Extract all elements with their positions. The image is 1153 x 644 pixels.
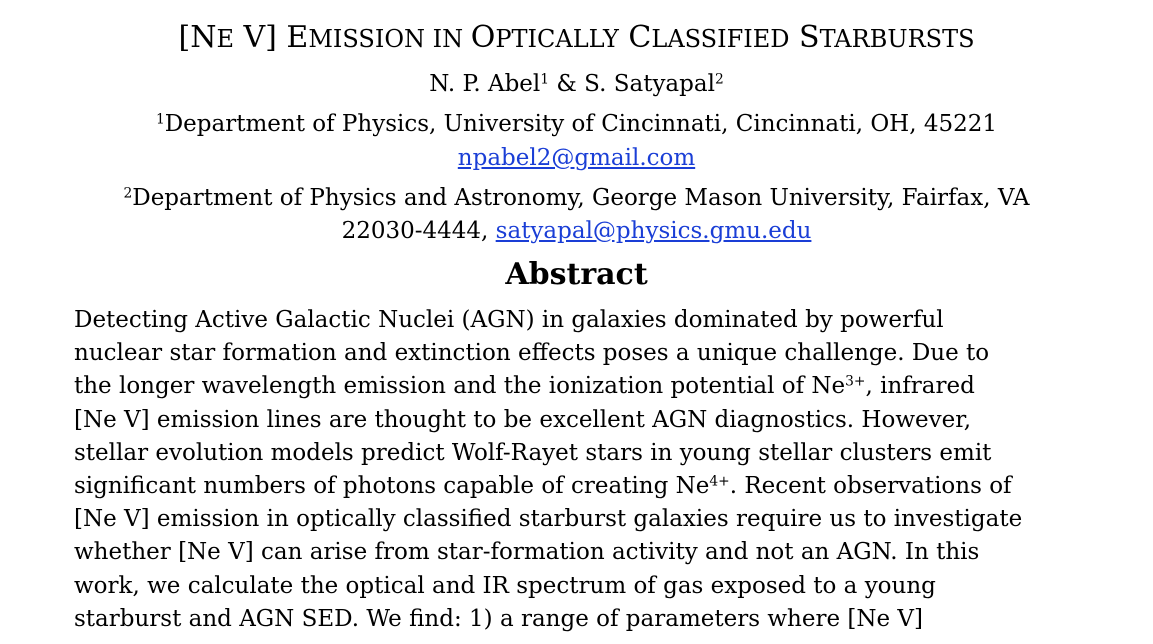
abstract-line: whether [Ne V] can arise from star-formation activity and not an AGN. In this xyxy=(74,539,980,566)
paper-title xyxy=(0,18,1153,59)
title-v: V] xyxy=(233,20,287,55)
abstract-body xyxy=(74,304,1074,636)
author-separator: & xyxy=(549,71,585,97)
ion-charge-superscript: 4+ xyxy=(709,473,730,490)
title-ne-cap: N xyxy=(190,20,217,55)
abstract-line: [Ne V] emission lines are thought to be excellent AGN diagnostics. However, xyxy=(74,406,972,433)
title-starbursts-rest: TARBURSTS xyxy=(819,25,975,53)
affiliation-marker: 1 xyxy=(155,111,165,128)
affiliation-1-email-line xyxy=(0,143,1153,173)
title-optically-rest: PTICALLY xyxy=(495,25,619,53)
title-optically-cap: O xyxy=(470,20,496,55)
abstract-line: work, we calculate the optical and IR spectrum of gas exposed to a young xyxy=(74,572,936,599)
affiliation-text: Department of Physics, University of Cincinnati, Cincinnati, OH, 45221 xyxy=(164,111,998,137)
email-link[interactable]: satyapal@physics.gmu.edu xyxy=(495,218,812,244)
abstract-text: , infrared xyxy=(865,373,975,400)
author-name: N. P. Abel xyxy=(429,71,541,97)
abstract-line: [Ne V] emission in optically classified starburst galaxies require us to investigate xyxy=(74,506,1023,533)
author-list xyxy=(0,69,1153,99)
abstract-line: stellar evolution models predict Wolf-Rayet stars in young stellar clusters emit xyxy=(74,439,992,466)
title-in: IN xyxy=(425,25,471,53)
title-classified-cap: C xyxy=(628,20,652,55)
affiliation-2-continued xyxy=(0,216,1153,246)
title-emission-rest: MISSION xyxy=(308,25,425,53)
abstract-line: Detecting Active Galactic Nuclei (AGN) in galaxies dominated by powerful xyxy=(74,307,944,333)
title-emission-cap: E xyxy=(286,20,309,55)
affiliation-text: 22030-4444, xyxy=(341,218,496,244)
title-bracket: [ xyxy=(178,20,191,55)
affiliation-1 xyxy=(0,109,1153,139)
affiliation-text: Department of Physics and Astronomy, George Mason University, Fairfax, VA xyxy=(132,185,1030,211)
abstract-text: significant numbers of photons capable of creating Ne xyxy=(74,472,710,499)
author-affiliation-marker: 2 xyxy=(714,71,724,88)
abstract-text: the longer wavelength emission and the ionization potential of Ne xyxy=(74,373,846,400)
affiliation-2 xyxy=(0,183,1153,213)
abstract-line xyxy=(74,470,1074,503)
title-classified-rest: LASSIFIED xyxy=(651,25,790,53)
email-link[interactable]: npabel2@gmail.com xyxy=(457,145,696,171)
title-ne-rest: E xyxy=(216,25,234,53)
author-name: S. Satyapal xyxy=(584,71,715,97)
abstract-heading: Abstract xyxy=(505,257,648,292)
affiliation-marker: 2 xyxy=(123,185,133,202)
title-starbursts-cap: S xyxy=(799,20,820,55)
abstract-line xyxy=(74,370,1074,403)
abstract-line: nuclear star formation and extinction effects poses a unique challenge. Due to xyxy=(74,340,990,367)
abstract-text: . Recent observations of xyxy=(729,472,1012,499)
ion-charge-superscript: 3+ xyxy=(845,373,866,390)
abstract-line: starburst and AGN SED. We find: 1) a range of parameters where [Ne V] xyxy=(74,605,923,632)
author-affiliation-marker: 1 xyxy=(540,71,550,88)
